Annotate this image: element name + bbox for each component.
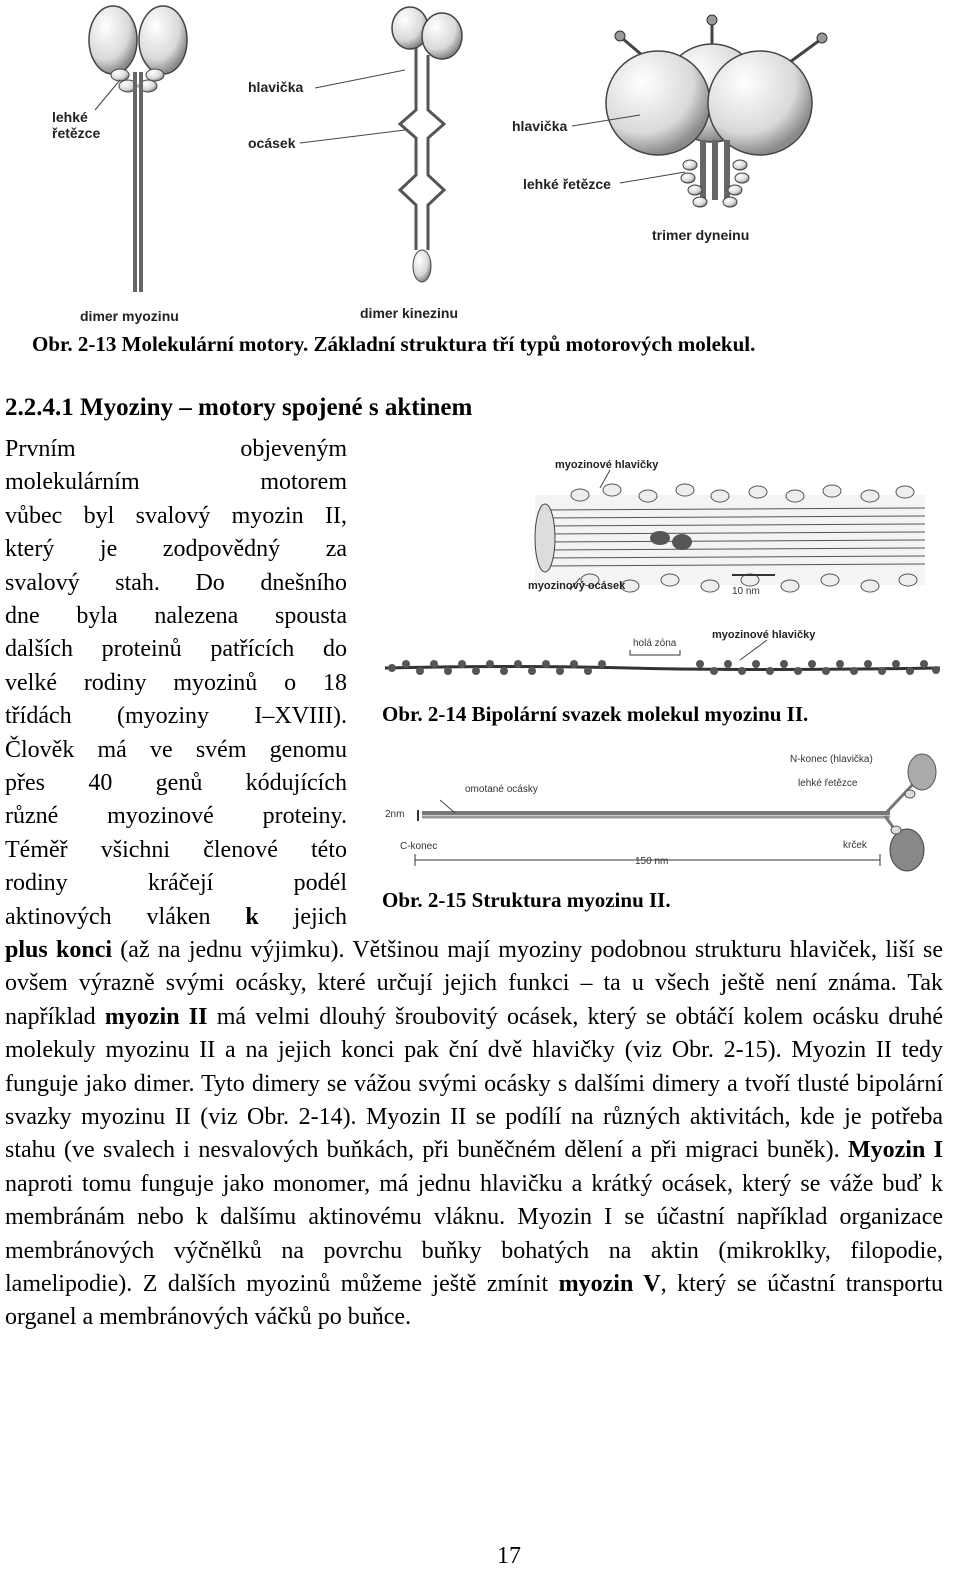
label-coiled-tails: omotané ocásky (465, 784, 538, 795)
label-light-chains-myosin: lehké řetězce (798, 778, 858, 789)
label-bare-zone: holá zóna (633, 638, 677, 649)
figure-2-13-illustration (0, 0, 960, 330)
bold-myosin-v: myozin V (558, 1271, 661, 1298)
label-scale: 10 nm (732, 586, 760, 597)
text-line: přes 40 genů kódujících (5, 770, 347, 797)
figure-2-15-illustration (380, 742, 945, 882)
text-line: svalový stah. Do dnešního (5, 569, 347, 596)
figure-2-14-illustration (380, 450, 945, 695)
label-head-dynein: hlavička (512, 118, 568, 134)
label-width: 2nm (385, 809, 405, 820)
label-myosin-heads-top: myozinové hlavičky (555, 459, 659, 471)
label-myosin-dimer: dimer myozinu (80, 308, 179, 324)
figure-2-15-caption: Obr. 2-15 Struktura myozinu II. (382, 888, 671, 912)
text-line: který je zodpovědný za (5, 536, 347, 563)
myosin-dimer-drawing (89, 6, 187, 292)
text-line: velké rodiny myozinů o 18 (5, 669, 347, 696)
label-kinesin-dimer: dimer kinezinu (360, 305, 459, 321)
label-length: 150 nm (635, 856, 669, 867)
text-line: Prvním objeveným (5, 436, 347, 462)
label-light-chains-2: řetězce (52, 125, 101, 141)
body-paragraph (5, 934, 943, 1335)
bold-k: k (245, 903, 259, 930)
paragraph-part-1: (až na jednu výjimku). Většinou mají myoziny podobnou strukturu hlaviček, liší se ovšem výrazně svými ocásky, které určují jejich funkci – ta u všech ještě není známa. Tak například (5, 937, 943, 1030)
paragraph-part-4: , který se účastní transportu organel a membránových váčků po buňce. (5, 1271, 944, 1331)
page-number: 17 (497, 1543, 521, 1569)
kinesin-dimer-drawing (300, 7, 462, 282)
bold-plus-ends: plus konci (5, 937, 113, 963)
label-tail: ocásek (248, 135, 296, 151)
text-line: dalších proteinů patřících do (5, 636, 347, 663)
text-line: rodiny kráčejí podél (5, 870, 347, 897)
label-dynein-trimer: trimer dyneinu (652, 227, 750, 243)
section-heading: 2.2.4.1 Myoziny – motory spojené s aktinem (5, 394, 473, 421)
bold-myosin-ii: myozin II (104, 1003, 208, 1030)
bold-myosin-i: Myozin I (847, 1137, 943, 1164)
wrapped-text-column (5, 433, 347, 934)
myosin-filament-closeup (535, 470, 925, 592)
label-lever: krček (843, 840, 867, 851)
label-myosin-heads-right: myozinové hlavičky (712, 629, 816, 641)
label-n-terminus: N-konec (hlavička) (790, 754, 873, 765)
label-light-chains-dynein: lehké řetězce (523, 176, 611, 192)
text-line: dne byla nalezena spousta (5, 603, 347, 630)
figure-2-14-caption: Obr. 2-14 Bipolární svazek molekul myozinu II. (382, 702, 809, 726)
text-line-last: aktinových vláken k jejich (5, 903, 347, 930)
text-line: třídách (myoziny I–XVIII). (5, 703, 347, 730)
text-line: molekulárním motorem (5, 469, 347, 496)
figure-2-13-caption: Obr. 2-13 Molekulární motory. Základní struktura tří typů motorových molekul. (32, 332, 756, 356)
myosin-ii-molecule (415, 754, 936, 871)
text-line: Téměř všichni členové této (5, 836, 347, 863)
paragraph-part-2: má velmi dlouhý šroubovitý ocásek, který se obtáčí kolem ocásku druhé molekuly myozinu II a na jejich konci pak ční dvě hlavičky (viz Obr. 2-15). Myozin II tedy funguje jako dimer. Tyto dimery se vážou svými ocásky s dalšími dimery a tvoří tlusté bipolární svazky myozinu II (viz Obr. 2-14). Myozin II se podílí na různých aktivitách, kde je potřeba stahu (ve svalech i nesvalových buňkách, při buněčném dělení a při migraci buněk). (5, 1003, 944, 1164)
label-head-kinesin: hlavička (248, 79, 304, 95)
label-c-terminus: C-konec (400, 841, 438, 852)
label-light-chains: lehké (52, 109, 88, 125)
text-line: různé myozinové proteiny. (5, 803, 347, 830)
text-line: vůbec byl svalový myozin II, (5, 502, 347, 529)
paragraph-part-3: naproti tomu funguje jako monomer, má jednu hlavičku a krátký ocásek, který se váže buď k membránám nebo k dalšímu aktinovému vláknu. Myozin I se účastní například organizace membránových výčnělků na povrchu buňky bohatých na aktin (mikroklky, filopodie, lamelipodie). Z dalších myozinů můžeme ještě zmínit (5, 1170, 943, 1298)
label-myosin-tail: myozinový ocásek (528, 580, 626, 592)
text-line: Člověk má ve svém genomu (5, 736, 347, 763)
